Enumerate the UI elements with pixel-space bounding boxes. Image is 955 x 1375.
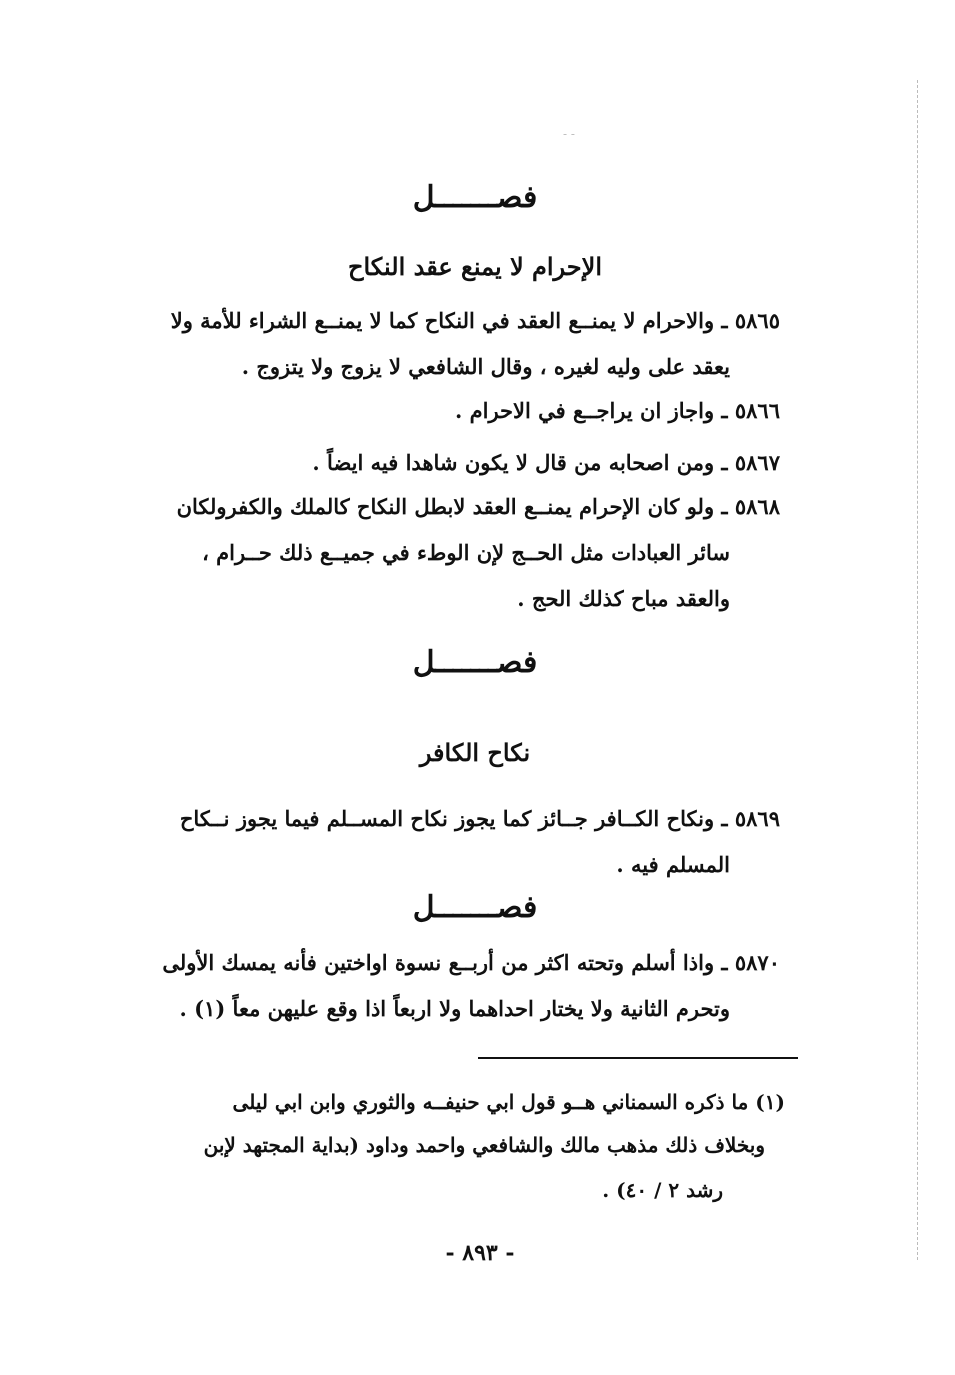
paragraph-5870 <box>160 950 780 1022</box>
section-heading-3: فصـــــــل <box>412 890 538 925</box>
section-heading-1: فصـــــــل <box>412 180 538 215</box>
paragraph-line: ٥٨٧٠ ـ واذا أسلم وتحته اكثر من أربــع نسوة اواختين فأنه يمسك الأولى <box>162 950 780 975</box>
paragraph-line: ٥٨٦٦ ـ واجاز ان يراجــع في الاحرام . <box>454 398 780 423</box>
paragraph-5868 <box>160 494 780 612</box>
footnote-line-2: وبخلاف ذلك مذهب مالك والشافعي واحمد وداود (بداية المجتهد لإبن <box>203 1133 765 1157</box>
paragraph-5866 <box>160 398 780 424</box>
paragraph-5865 <box>160 308 780 380</box>
paragraph-5867 <box>160 450 780 476</box>
scan-edge-marks <box>917 80 918 1260</box>
paragraph-line: ٥٨٦٥ ـ والاحرام لا يمنــع العقد في النكاح كما لا يمنــع الشراء للأمة ولا <box>170 308 780 333</box>
paragraph-line: ٥٨٦٧ ـ ومن اصحابه من قال لا يكون شاهدا فيه ايضاً . <box>312 450 780 475</box>
paragraph-line: يعقد على وليه لغيره ، وقال الشافعي لا يزوج ولا يتزوج . <box>241 354 730 379</box>
footnote-separator <box>478 1057 798 1059</box>
section-subtitle-1: الإحرام لا يمنع عقد النكاح <box>348 252 602 281</box>
page-number: - ٨٩٣ - <box>445 1240 515 1266</box>
paragraph-line: ٥٨٦٨ ـ ولو كان الإحرام يمنــع العقد لابطل النكاح كالملك والكفرولكان <box>176 494 780 519</box>
paragraph-line: والعقد مباح كذلك الحج . <box>517 586 730 611</box>
paragraph-line: سائر العبادات مثل الحــج لإن الوطء في جميــع ذلك حــرام ، <box>202 540 730 565</box>
footnote-line-3: رشد ٢ / ٤٠) . <box>602 1178 723 1202</box>
paragraph-line: المسلم فيه . <box>616 852 730 877</box>
section-heading-2: فصـــــــل <box>412 645 538 680</box>
paragraph-5869 <box>160 806 780 878</box>
scan-speck: - - <box>563 127 575 141</box>
footnote-line-1: (١) ما ذكره السمناني هــو قول ابي حنيفــه والثوري وابن ابي ليلى <box>232 1090 785 1114</box>
paragraph-line: ٥٨٦٩ ـ ونكاح الكــافر جــائز كما يجوز نكاح المســلم فيما يجوز نــكاح <box>179 806 780 831</box>
section-subtitle-2: نكاح الكافر <box>419 738 531 767</box>
paragraph-line: وتحرم الثانية ولا يختار احداهما ولا اربعاً اذا وقع عليهن معاً (١) . <box>179 996 730 1021</box>
